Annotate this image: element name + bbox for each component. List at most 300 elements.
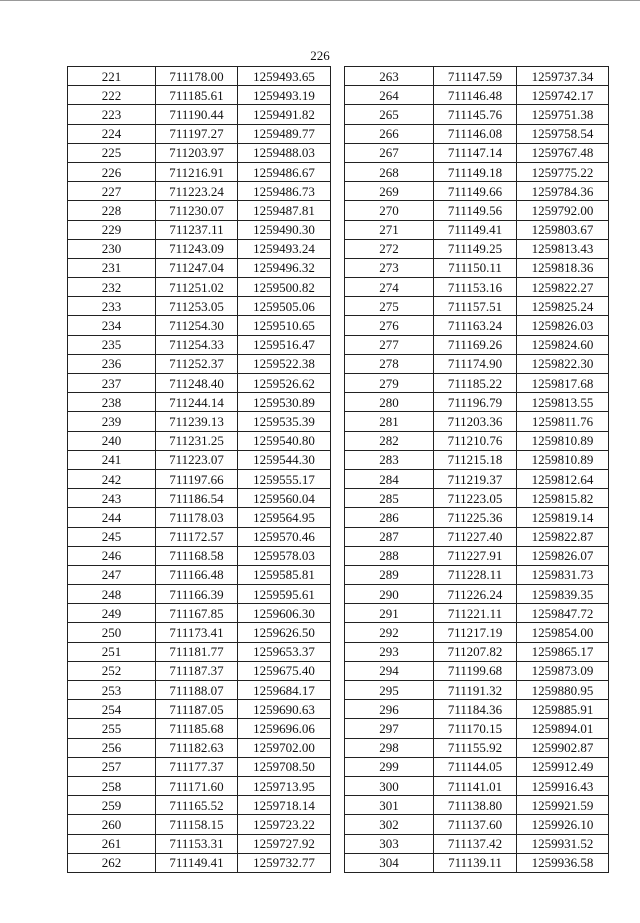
point-number-cell: 293 [345,642,434,661]
x-coordinate-cell: 711167.85 [156,604,238,623]
x-coordinate-cell: 711197.66 [156,469,238,488]
x-coordinate-cell: 711210.76 [434,431,517,450]
y-coordinate-cell: 1259690.63 [238,700,331,719]
table-row [68,431,331,450]
x-coordinate-cell: 711197.27 [156,124,238,143]
y-coordinate-cell: 1259825.24 [517,297,609,316]
table-row [345,316,609,335]
table-row [68,853,331,872]
table-row [68,489,331,508]
table-row [345,450,609,469]
table-row [345,757,609,776]
x-coordinate-cell: 711146.08 [434,124,517,143]
y-coordinate-cell: 1259847.72 [517,604,609,623]
point-number-cell: 302 [345,815,434,834]
y-coordinate-cell: 1259803.67 [517,220,609,239]
point-number-cell: 230 [68,239,156,258]
x-coordinate-cell: 711226.24 [434,585,517,604]
table-row [68,738,331,757]
table-row [68,815,331,834]
table-row [345,105,609,124]
point-number-cell: 225 [68,143,156,162]
table-row [345,815,609,834]
point-number-cell: 283 [345,450,434,469]
point-number-cell: 238 [68,393,156,412]
table-row [68,316,331,335]
x-coordinate-cell: 711153.31 [156,834,238,853]
point-number-cell: 222 [68,86,156,105]
x-coordinate-cell: 711149.41 [434,220,517,239]
point-number-cell: 294 [345,661,434,680]
table-row [345,335,609,354]
point-number-cell: 253 [68,681,156,700]
point-number-cell: 270 [345,201,434,220]
y-coordinate-cell: 1259775.22 [517,162,609,181]
y-coordinate-cell: 1259488.03 [238,143,331,162]
x-coordinate-cell: 711227.40 [434,527,517,546]
table-row [68,796,331,815]
point-number-cell: 272 [345,239,434,258]
y-coordinate-cell: 1259742.17 [517,86,609,105]
table-row [68,604,331,623]
x-coordinate-cell: 711231.25 [156,431,238,450]
x-coordinate-cell: 711216.91 [156,162,238,181]
table-row [68,374,331,393]
x-coordinate-cell: 711230.07 [156,201,238,220]
table-row [345,278,609,297]
table-row [345,527,609,546]
x-coordinate-cell: 711199.68 [434,661,517,680]
y-coordinate-cell: 1259826.03 [517,316,609,335]
x-coordinate-cell: 711169.26 [434,335,517,354]
point-number-cell: 273 [345,258,434,277]
x-coordinate-cell: 711247.04 [156,258,238,277]
y-coordinate-cell: 1259530.89 [238,393,331,412]
x-coordinate-cell: 711147.14 [434,143,517,162]
table-body [345,67,609,873]
table-row [68,393,331,412]
point-number-cell: 239 [68,412,156,431]
table-row [345,431,609,450]
table-row [345,67,609,86]
y-coordinate-cell: 1259912.49 [517,757,609,776]
x-coordinate-cell: 711168.58 [156,546,238,565]
y-coordinate-cell: 1259696.06 [238,719,331,738]
x-coordinate-cell: 711145.76 [434,105,517,124]
y-coordinate-cell: 1259885.91 [517,700,609,719]
x-coordinate-cell: 711243.09 [156,239,238,258]
table-row [345,719,609,738]
point-number-cell: 281 [345,412,434,431]
point-number-cell: 256 [68,738,156,757]
x-coordinate-cell: 711254.30 [156,316,238,335]
table-row [345,796,609,815]
x-coordinate-cell: 711182.63 [156,738,238,757]
point-number-cell: 255 [68,719,156,738]
x-coordinate-cell: 711252.37 [156,354,238,373]
x-coordinate-cell: 711144.05 [434,757,517,776]
point-number-cell: 261 [68,834,156,853]
y-coordinate-cell: 1259489.77 [238,124,331,143]
y-coordinate-cell: 1259493.24 [238,239,331,258]
table-row [345,258,609,277]
table-row [68,335,331,354]
y-coordinate-cell: 1259544.30 [238,450,331,469]
y-coordinate-cell: 1259564.95 [238,508,331,527]
y-coordinate-cell: 1259585.81 [238,565,331,584]
point-number-cell: 262 [68,853,156,872]
point-number-cell: 249 [68,604,156,623]
table-row [345,642,609,661]
y-coordinate-cell: 1259718.14 [238,796,331,815]
y-coordinate-cell: 1259713.95 [238,776,331,795]
y-coordinate-cell: 1259822.27 [517,278,609,297]
x-coordinate-cell: 711170.15 [434,719,517,738]
y-coordinate-cell: 1259811.76 [517,412,609,431]
table-row [68,642,331,661]
table-row [68,776,331,795]
point-number-cell: 241 [68,450,156,469]
table-row [345,182,609,201]
point-number-cell: 289 [345,565,434,584]
point-number-cell: 265 [345,105,434,124]
x-coordinate-cell: 711139.11 [434,853,517,872]
x-coordinate-cell: 711146.48 [434,86,517,105]
x-coordinate-cell: 711239.13 [156,412,238,431]
point-number-cell: 295 [345,681,434,700]
point-number-cell: 271 [345,220,434,239]
table-row [68,508,331,527]
point-number-cell: 259 [68,796,156,815]
y-coordinate-cell: 1259570.46 [238,527,331,546]
point-number-cell: 300 [345,776,434,795]
y-coordinate-cell: 1259737.34 [517,67,609,86]
y-coordinate-cell: 1259894.01 [517,719,609,738]
page-top-edge [0,0,640,1]
point-number-cell: 242 [68,469,156,488]
point-number-cell: 285 [345,489,434,508]
x-coordinate-cell: 711187.05 [156,700,238,719]
x-coordinate-cell: 711223.07 [156,450,238,469]
point-number-cell: 226 [68,162,156,181]
y-coordinate-cell: 1259817.68 [517,374,609,393]
y-coordinate-cell: 1259792.00 [517,201,609,220]
x-coordinate-cell: 711190.44 [156,105,238,124]
x-coordinate-cell: 711147.59 [434,67,517,86]
y-coordinate-cell: 1259500.82 [238,278,331,297]
point-number-cell: 250 [68,623,156,642]
y-coordinate-cell: 1259486.73 [238,182,331,201]
y-coordinate-cell: 1259708.50 [238,757,331,776]
x-coordinate-cell: 711248.40 [156,374,238,393]
table-row [345,354,609,373]
point-number-cell: 287 [345,527,434,546]
point-number-cell: 237 [68,374,156,393]
x-coordinate-cell: 711171.60 [156,776,238,795]
point-number-cell: 252 [68,661,156,680]
table-row [345,661,609,680]
table-row [68,527,331,546]
point-number-cell: 276 [345,316,434,335]
table-row [345,585,609,604]
x-coordinate-cell: 711203.97 [156,143,238,162]
x-coordinate-cell: 711191.32 [434,681,517,700]
x-coordinate-cell: 711219.37 [434,469,517,488]
point-number-cell: 282 [345,431,434,450]
y-coordinate-cell: 1259751.38 [517,105,609,124]
table-row [345,508,609,527]
x-coordinate-cell: 711244.14 [156,393,238,412]
x-coordinate-cell: 711221.11 [434,604,517,623]
x-coordinate-cell: 711149.56 [434,201,517,220]
y-coordinate-cell: 1259815.82 [517,489,609,508]
y-coordinate-cell: 1259487.81 [238,201,331,220]
point-number-cell: 298 [345,738,434,757]
x-coordinate-cell: 711188.07 [156,681,238,700]
point-number-cell: 245 [68,527,156,546]
y-coordinate-cell: 1259560.04 [238,489,331,508]
x-coordinate-cell: 711163.24 [434,316,517,335]
y-coordinate-cell: 1259723.22 [238,815,331,834]
point-number-cell: 301 [345,796,434,815]
y-coordinate-cell: 1259812.64 [517,469,609,488]
y-coordinate-cell: 1259490.30 [238,220,331,239]
x-coordinate-cell: 711173.41 [156,623,238,642]
x-coordinate-cell: 711174.90 [434,354,517,373]
y-coordinate-cell: 1259727.92 [238,834,331,853]
x-coordinate-cell: 711141.01 [434,776,517,795]
x-coordinate-cell: 711137.60 [434,815,517,834]
table-body [68,67,331,873]
x-coordinate-cell: 711158.15 [156,815,238,834]
point-number-cell: 303 [345,834,434,853]
table-row [345,623,609,642]
table-row [68,220,331,239]
point-number-cell: 228 [68,201,156,220]
point-number-cell: 224 [68,124,156,143]
y-coordinate-cell: 1259916.43 [517,776,609,795]
table-row [68,105,331,124]
y-coordinate-cell: 1259675.40 [238,661,331,680]
table-row [345,738,609,757]
point-number-cell: 235 [68,335,156,354]
table-row [68,162,331,181]
point-number-cell: 269 [345,182,434,201]
table-row [345,700,609,719]
x-coordinate-cell: 711227.91 [434,546,517,565]
point-number-cell: 286 [345,508,434,527]
point-number-cell: 274 [345,278,434,297]
table-row [68,124,331,143]
y-coordinate-cell: 1259931.52 [517,834,609,853]
y-coordinate-cell: 1259493.65 [238,67,331,86]
table-row [345,220,609,239]
y-coordinate-cell: 1259826.07 [517,546,609,565]
y-coordinate-cell: 1259653.37 [238,642,331,661]
x-coordinate-cell: 711223.24 [156,182,238,201]
point-number-cell: 263 [345,67,434,86]
point-number-cell: 277 [345,335,434,354]
table-row [345,201,609,220]
y-coordinate-cell: 1259496.32 [238,258,331,277]
point-number-cell: 266 [345,124,434,143]
table-row [345,412,609,431]
point-number-cell: 248 [68,585,156,604]
x-coordinate-cell: 711217.19 [434,623,517,642]
point-number-cell: 264 [345,86,434,105]
y-coordinate-cell: 1259606.30 [238,604,331,623]
x-coordinate-cell: 711207.82 [434,642,517,661]
table-row [68,565,331,584]
y-coordinate-cell: 1259936.58 [517,853,609,872]
point-number-cell: 280 [345,393,434,412]
point-number-cell: 251 [68,642,156,661]
point-number-cell: 275 [345,297,434,316]
x-coordinate-cell: 711187.37 [156,661,238,680]
point-number-cell: 233 [68,297,156,316]
x-coordinate-cell: 711149.25 [434,239,517,258]
table-row [345,834,609,853]
point-number-cell: 292 [345,623,434,642]
x-coordinate-cell: 711184.36 [434,700,517,719]
point-number-cell: 299 [345,757,434,776]
x-coordinate-cell: 711166.48 [156,565,238,584]
point-number-cell: 304 [345,853,434,872]
x-coordinate-cell: 711196.79 [434,393,517,412]
table-row [68,258,331,277]
x-coordinate-cell: 711149.18 [434,162,517,181]
y-coordinate-cell: 1259491.82 [238,105,331,124]
point-number-cell: 247 [68,565,156,584]
table-row [68,297,331,316]
table-row [345,239,609,258]
table-row [68,354,331,373]
table-row [68,469,331,488]
x-coordinate-cell: 711203.36 [434,412,517,431]
table-row [68,201,331,220]
x-coordinate-cell: 711185.61 [156,86,238,105]
y-coordinate-cell: 1259535.39 [238,412,331,431]
y-coordinate-cell: 1259813.43 [517,239,609,258]
table-row [68,278,331,297]
table-row [345,124,609,143]
y-coordinate-cell: 1259865.17 [517,642,609,661]
coordinates-table-right [344,66,609,873]
table-row [68,450,331,469]
y-coordinate-cell: 1259540.80 [238,431,331,450]
table-row [345,565,609,584]
table-row [68,681,331,700]
y-coordinate-cell: 1259505.06 [238,297,331,316]
y-coordinate-cell: 1259921.59 [517,796,609,815]
point-number-cell: 278 [345,354,434,373]
table-row [68,67,331,86]
table-row [345,776,609,795]
point-number-cell: 246 [68,546,156,565]
x-coordinate-cell: 711254.33 [156,335,238,354]
y-coordinate-cell: 1259486.67 [238,162,331,181]
y-coordinate-cell: 1259880.95 [517,681,609,700]
y-coordinate-cell: 1259555.17 [238,469,331,488]
x-coordinate-cell: 711165.52 [156,796,238,815]
table-row [68,239,331,258]
table-row [345,604,609,623]
x-coordinate-cell: 711155.92 [434,738,517,757]
table-row [345,853,609,872]
x-coordinate-cell: 711178.03 [156,508,238,527]
x-coordinate-cell: 711237.11 [156,220,238,239]
y-coordinate-cell: 1259702.00 [238,738,331,757]
y-coordinate-cell: 1259831.73 [517,565,609,584]
x-coordinate-cell: 711181.77 [156,642,238,661]
page-number: 226 [310,48,330,63]
y-coordinate-cell: 1259684.17 [238,681,331,700]
x-coordinate-cell: 711149.66 [434,182,517,201]
point-number-cell: 232 [68,278,156,297]
point-number-cell: 257 [68,757,156,776]
point-number-cell: 268 [345,162,434,181]
point-number-cell: 267 [345,143,434,162]
y-coordinate-cell: 1259873.09 [517,661,609,680]
point-number-cell: 288 [345,546,434,565]
table-row [345,489,609,508]
y-coordinate-cell: 1259818.36 [517,258,609,277]
x-coordinate-cell: 711157.51 [434,297,517,316]
table-row [68,412,331,431]
y-coordinate-cell: 1259839.35 [517,585,609,604]
y-coordinate-cell: 1259822.87 [517,527,609,546]
y-coordinate-cell: 1259854.00 [517,623,609,642]
table-row [68,834,331,853]
x-coordinate-cell: 711138.80 [434,796,517,815]
y-coordinate-cell: 1259902.87 [517,738,609,757]
table-row [68,585,331,604]
y-coordinate-cell: 1259810.89 [517,431,609,450]
point-number-cell: 227 [68,182,156,201]
point-number-cell: 223 [68,105,156,124]
y-coordinate-cell: 1259926.10 [517,815,609,834]
table-row [345,469,609,488]
y-coordinate-cell: 1259824.60 [517,335,609,354]
y-coordinate-cell: 1259810.89 [517,450,609,469]
table-row [345,162,609,181]
table-row [68,546,331,565]
table-row [68,86,331,105]
x-coordinate-cell: 711185.68 [156,719,238,738]
point-number-cell: 291 [345,604,434,623]
point-number-cell: 284 [345,469,434,488]
y-coordinate-cell: 1259819.14 [517,508,609,527]
x-coordinate-cell: 711223.05 [434,489,517,508]
x-coordinate-cell: 711186.54 [156,489,238,508]
y-coordinate-cell: 1259813.55 [517,393,609,412]
point-number-cell: 243 [68,489,156,508]
table-row [345,374,609,393]
table-row [68,623,331,642]
table-row [345,681,609,700]
table-row [345,393,609,412]
table-row [68,182,331,201]
y-coordinate-cell: 1259595.61 [238,585,331,604]
coordinates-table-left [67,66,331,873]
y-coordinate-cell: 1259822.30 [517,354,609,373]
table-row [68,661,331,680]
x-coordinate-cell: 711228.11 [434,565,517,584]
y-coordinate-cell: 1259767.48 [517,143,609,162]
point-number-cell: 244 [68,508,156,527]
y-coordinate-cell: 1259784.36 [517,182,609,201]
point-number-cell: 258 [68,776,156,795]
